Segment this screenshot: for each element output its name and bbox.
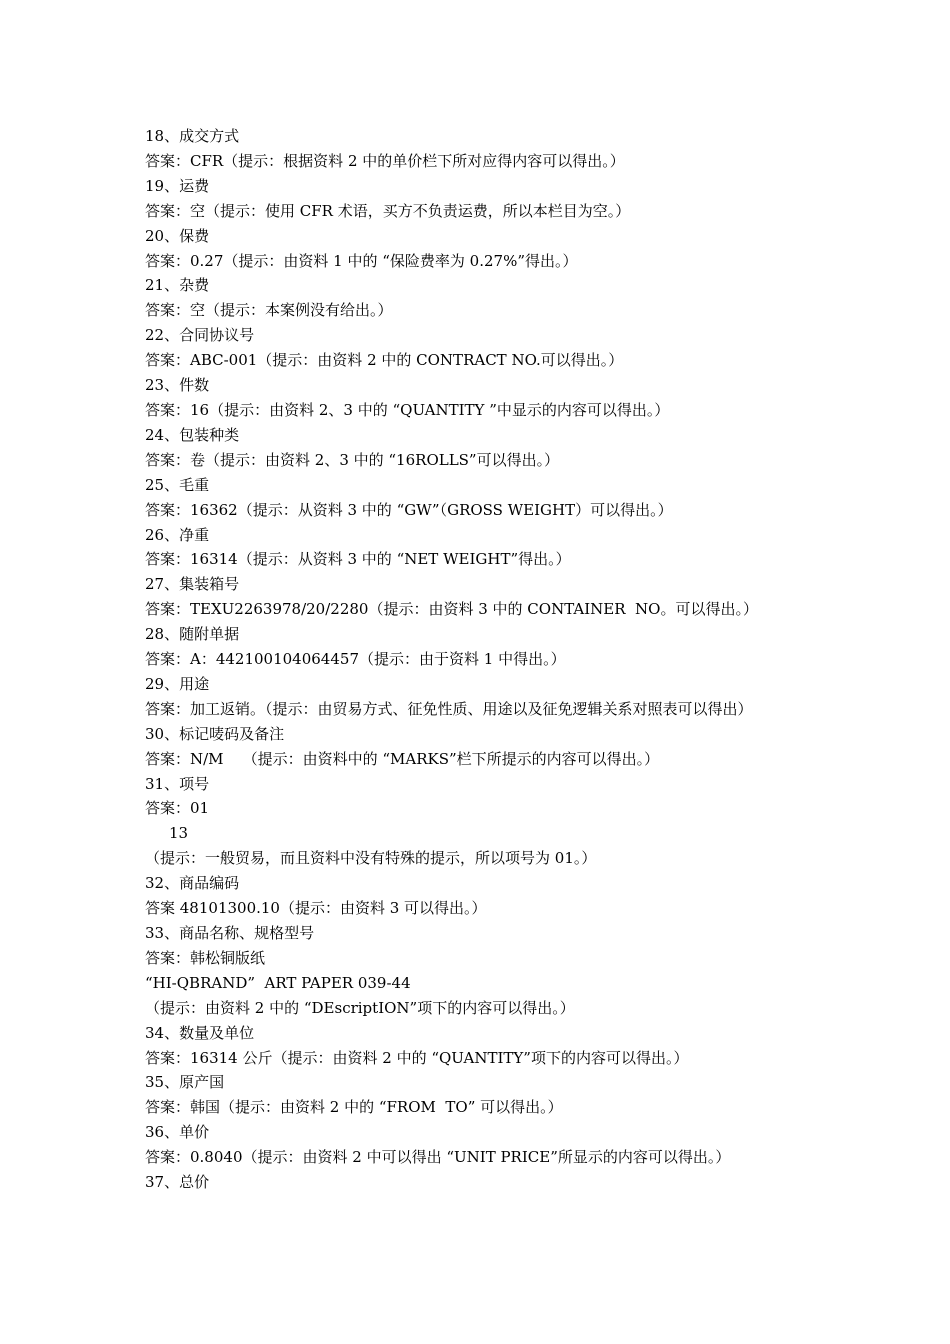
answer-33: 答案：韩松铜版纸 — [145, 948, 266, 967]
item-heading-20: 20、保费 — [145, 226, 210, 245]
item-heading-32: 32、商品编码 — [145, 874, 240, 893]
item-heading-19: 19、运费 — [145, 176, 210, 195]
item-heading-25: 25、毛重 — [145, 475, 210, 494]
answer-34: 答案：16314 公斤（提示：由资料 2 中的 “QUANTITY”项下的内容可以得出。） — [145, 1048, 689, 1067]
answer-27: 答案：TEXU2263978/20/2280（提示：由资料 3 中的 CONTAINER NO。可以得出。） — [145, 600, 758, 619]
answer-20: 答案：0.27（提示：由资料 1 中的 “保险费率为 0.27%”得出。） — [145, 251, 578, 270]
answer-21: 答案：空（提示：本案例没有给出。） — [145, 301, 393, 320]
item-heading-22: 22、合同协议号 — [145, 326, 255, 345]
item-heading-18: 18、成交方式 — [145, 127, 240, 145]
item-heading-24: 24、包装种类 — [145, 425, 240, 444]
item-heading-36: 36、单价 — [145, 1123, 210, 1142]
answer-30: 答案：N/M （提示：由资料中的 “MARKS”栏下所提示的内容可以得出。） — [145, 749, 660, 768]
answer-36: 答案：0.8040（提示：由资料 2 中可以得出 “UNIT PRICE”所显示的内容可以得出。） — [145, 1148, 731, 1167]
item-heading-33: 33、商品名称、规格型号 — [145, 924, 315, 942]
item-heading-26: 26、净重 — [145, 525, 210, 544]
document-body — [145, 124, 810, 1195]
item-heading-27: 27、集装箱号 — [145, 575, 240, 594]
answer-22: 答案：ABC-001（提示：由资料 2 中的 CONTRACT NO.可以得出。） — [145, 351, 624, 370]
item-heading-35: 35、原产国 — [145, 1073, 225, 1092]
answer-28: 答案：A：442100104064457（提示：由于资料 1 中得出。） — [145, 650, 566, 669]
item-heading-29: 29、用途 — [145, 674, 210, 693]
item-heading-23: 23、件数 — [145, 376, 210, 395]
hint-31: （提示：一般贸易，而且资料中没有特殊的提示，所以项号为 01。） — [145, 849, 597, 868]
item-heading-37: 37、总价 — [145, 1173, 210, 1192]
item-heading-31: 31、项号 — [145, 774, 210, 793]
item-heading-21: 21、杂费 — [145, 276, 210, 295]
answer-31: 答案：01 — [145, 799, 210, 818]
answer-31-continuation: 13 — [169, 824, 189, 843]
answer-26: 答案：16314（提示：从资料 3 中的 “NET WEIGHT”得出。） — [145, 550, 571, 569]
answer-24: 答案：卷（提示：由资料 2、3 中的 “16ROLLS”可以得出。） — [145, 450, 560, 469]
item-heading-30: 30、标记唛码及备注 — [145, 724, 285, 743]
item-heading-34: 34、数量及单位 — [145, 1023, 255, 1042]
answer-33-continuation: “HI-QBRAND” ART PAPER 039-44 — [145, 973, 411, 992]
answer-25: 答案：16362（提示：从资料 3 中的 “GW”（GROSS WEIGHT）可以得出。） — [145, 500, 673, 519]
hint-33: （提示：由资料 2 中的 “DEscriptION”项下的内容可以得出。） — [145, 998, 575, 1017]
answer-35: 答案：韩国（提示：由资料 2 中的 “FROM TO” 可以得出。） — [145, 1098, 563, 1117]
answer-19: 答案：空（提示：使用 CFR 术语，买方不负责运费，所以本栏目为空。） — [145, 201, 631, 220]
answer-29: 答案：加工返销。（提示：由贸易方式、征免性质、用途以及征免逻辑关系对照表可以得出） — [145, 699, 753, 718]
item-heading-28: 28、随附单据 — [145, 625, 240, 644]
answer-23: 答案：16（提示：由资料 2、3 中的 “QUANTITY ”中显示的内容可以得出。） — [145, 400, 670, 419]
answer-18: 答案：CFR（提示：根据资料 2 中的单价栏下所对应得内容可以得出。） — [145, 151, 625, 170]
answer-32: 答案 48101300.10（提示：由资料 3 可以得出。） — [145, 899, 487, 918]
